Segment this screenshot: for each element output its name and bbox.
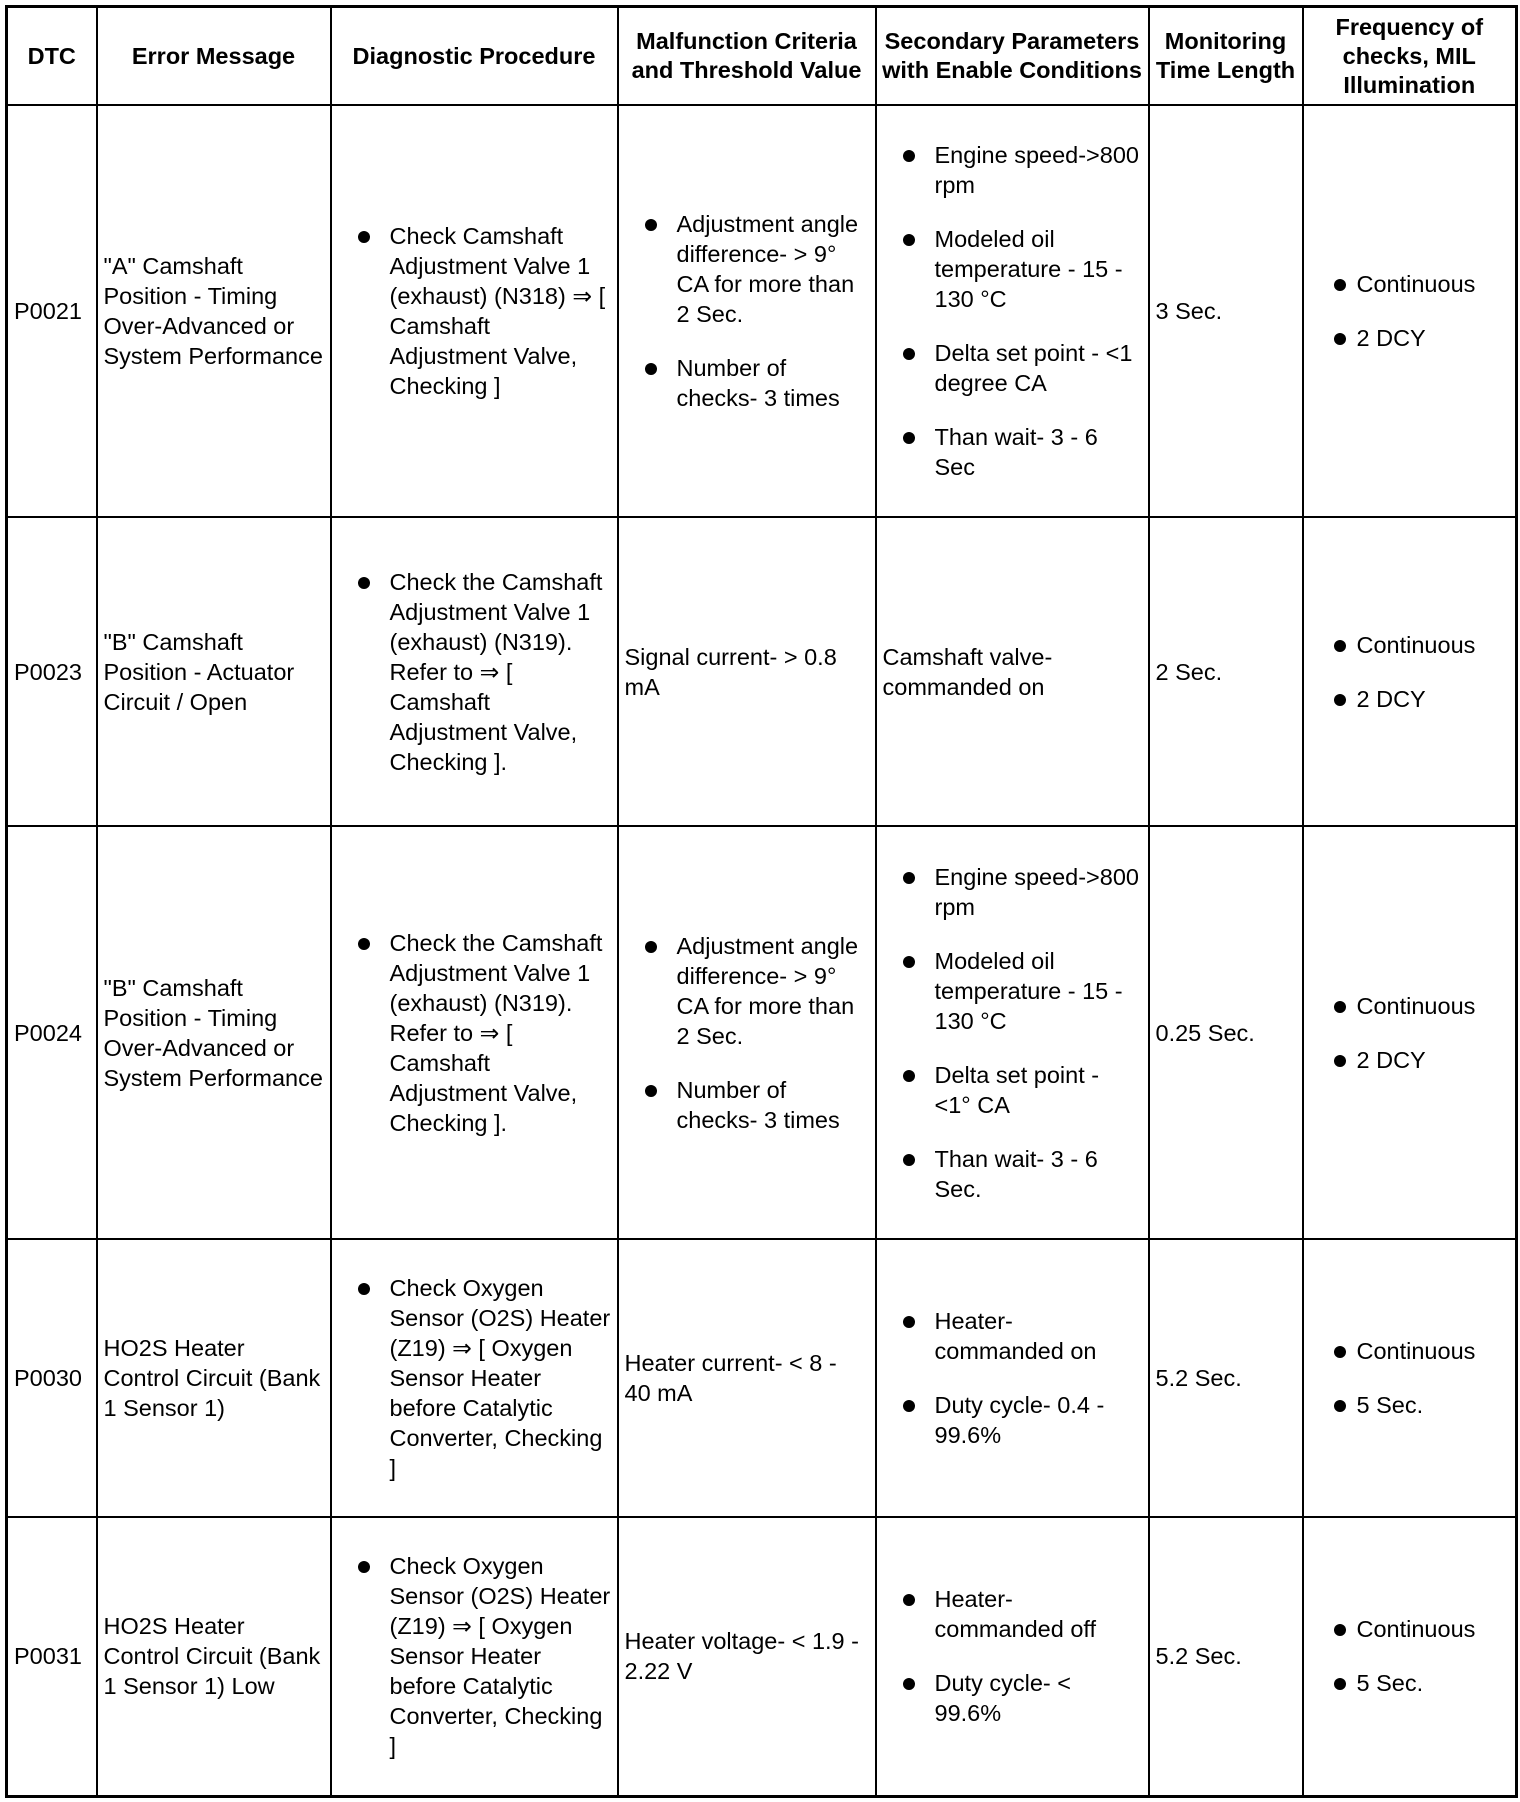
secondary-parameters xyxy=(876,105,1149,517)
bullet-icon xyxy=(1334,640,1346,652)
bullet-text: Continuous xyxy=(1356,271,1476,297)
secondary-parameters xyxy=(876,1239,1149,1517)
bullet-item xyxy=(883,422,1142,482)
malfunction-criteria: Heater voltage- < 1.9 - 2.22 V xyxy=(618,1517,876,1796)
bullet-item xyxy=(883,946,1142,1036)
table-row xyxy=(7,1517,1517,1796)
bullet-icon xyxy=(645,363,657,375)
frequency-checks xyxy=(1303,1517,1517,1796)
bullet-item xyxy=(883,224,1142,314)
bullet-text: Continuous xyxy=(1356,1616,1476,1643)
bullet-icon xyxy=(1334,694,1346,706)
bullet-text: Engine speed->800 rpm xyxy=(934,142,1139,198)
bullet-text: Than wait- 3 - 6 Sec xyxy=(934,424,1098,480)
bullet-text: Adjustment angle difference- > 9° CA for more than 2 Sec. xyxy=(676,932,859,1049)
bullet-list xyxy=(338,567,611,777)
bullet-text: Heater- commanded on xyxy=(934,1308,1097,1364)
bullet-icon xyxy=(903,1678,915,1690)
malfunction-criteria: Heater current- < 8 - 40 mA xyxy=(618,1239,876,1517)
malfunction-criteria xyxy=(618,826,876,1239)
bullet-text: Adjustment angle difference- > 9° CA for more than 2 Sec. xyxy=(676,211,859,327)
monitoring-time: 0.25 Sec. xyxy=(1149,826,1303,1239)
malfunction-criteria: Signal current- > 0.8 mA xyxy=(618,517,876,826)
table-row xyxy=(7,105,1517,517)
bullet-item xyxy=(338,1551,611,1761)
bullet-item xyxy=(883,1144,1142,1204)
secondary-parameters: Camshaft valve- commanded on xyxy=(876,517,1149,826)
bullet-item xyxy=(625,209,869,329)
header-malfunction-criteria: Malfunction Criteria and Threshold Value xyxy=(618,7,876,106)
frequency-checks xyxy=(1303,826,1517,1239)
bullet-item xyxy=(883,862,1142,922)
bullet-icon xyxy=(1334,1624,1346,1636)
bullet-icon xyxy=(1334,1001,1346,1013)
secondary-parameters xyxy=(876,826,1149,1239)
dtc-table xyxy=(5,5,1518,1798)
bullet-icon xyxy=(358,1283,370,1295)
bullet-list xyxy=(1310,1336,1510,1420)
dtc-code: P0023 xyxy=(7,517,97,826)
bullet-text: Than wait- 3 - 6 Sec. xyxy=(934,1145,1098,1202)
bullet-text: Continuous xyxy=(1356,1338,1476,1364)
header-dtc: DTC xyxy=(7,7,97,106)
bullet-icon xyxy=(645,1085,657,1097)
bullet-icon xyxy=(1334,279,1346,291)
bullet-item xyxy=(883,1668,1142,1728)
error-message: "B" Camshaft Position - Timing Over-Advanced or System Performance xyxy=(97,826,331,1239)
bullet-item xyxy=(1310,269,1510,299)
table-row xyxy=(7,826,1517,1239)
dtc-code: P0021 xyxy=(7,105,97,517)
bullet-text: 5 Sec. xyxy=(1356,1392,1424,1418)
header-diagnostic-procedure: Diagnostic Procedure xyxy=(331,7,618,106)
bullet-icon xyxy=(903,1594,915,1606)
bullet-text: Duty cycle- 0.4 - 99.6% xyxy=(934,1392,1105,1448)
monitoring-time: 3 Sec. xyxy=(1149,105,1303,517)
bullet-item xyxy=(338,1273,611,1483)
bullet-icon xyxy=(903,956,915,968)
bullet-text: Check Oxygen Sensor (O2S) Heater (Z19) ⇒ [ Oxygen Sensor Heater before Catalytic Converter, Checking ] xyxy=(389,1553,611,1760)
error-message: HO2S Heater Control Circuit (Bank 1 Sensor 1) Low xyxy=(97,1517,331,1796)
bullet-icon xyxy=(645,219,657,231)
bullet-text: Duty cycle- < 99.6% xyxy=(934,1670,1071,1727)
header-frequency: Frequency of checks, MIL Illumination xyxy=(1303,7,1517,106)
bullet-item xyxy=(883,1306,1142,1366)
bullet-text: Check Camshaft Adjustment Valve 1 (exhaust) (N318) ⇒ [ Camshaft Adjustment Valve, Checking ] xyxy=(389,223,606,399)
bullet-item xyxy=(1310,991,1510,1021)
bullet-list xyxy=(883,1306,1142,1450)
bullet-item xyxy=(883,1390,1142,1450)
bullet-item xyxy=(1310,684,1510,714)
bullet-icon xyxy=(358,577,370,589)
bullet-list xyxy=(1310,630,1510,714)
bullet-list xyxy=(1310,1614,1510,1698)
bullet-list xyxy=(883,140,1142,482)
bullet-text: Heater- commanded off xyxy=(934,1586,1097,1643)
header-error-message: Error Message xyxy=(97,7,331,106)
bullet-item xyxy=(1310,1045,1510,1075)
monitoring-time: 5.2 Sec. xyxy=(1149,1239,1303,1517)
bullet-icon xyxy=(1334,333,1346,345)
bullet-text: Number of checks- 3 times xyxy=(676,1076,840,1133)
bullet-icon xyxy=(903,1070,915,1082)
bullet-text: Delta set point - <1 degree CA xyxy=(934,340,1133,396)
header-row xyxy=(7,7,1517,106)
bullet-text: Check the Camshaft Adjustment Valve 1 (exhaust) (N319). Refer to ⇒ [ Camshaft Adjustment Valve, Checking ]. xyxy=(389,568,603,775)
diagnostic-procedure xyxy=(331,105,618,517)
error-message: "B" Camshaft Position - Actuator Circuit / Open xyxy=(97,517,331,826)
bullet-list xyxy=(1310,269,1510,353)
bullet-text: 5 Sec. xyxy=(1356,1670,1424,1697)
bullet-icon xyxy=(903,150,915,162)
bullet-item xyxy=(338,221,611,401)
bullet-item xyxy=(883,338,1142,398)
dtc-code: P0030 xyxy=(7,1239,97,1517)
bullet-text: Modeled oil temperature - 15 - 130 °C xyxy=(934,947,1123,1034)
bullet-list xyxy=(625,931,869,1135)
frequency-checks xyxy=(1303,105,1517,517)
bullet-list xyxy=(338,1273,611,1483)
bullet-text: Number of checks- 3 times xyxy=(676,355,840,411)
bullet-text: Check the Camshaft Adjustment Valve 1 (exhaust) (N319). Refer to ⇒ [ Camshaft Adjustment Valve, Checking ]. xyxy=(389,929,603,1136)
bullet-list xyxy=(883,862,1142,1204)
malfunction-criteria xyxy=(618,105,876,517)
bullet-icon xyxy=(903,1400,915,1412)
bullet-item xyxy=(1310,1668,1510,1698)
dtc-code: P0024 xyxy=(7,826,97,1239)
frequency-checks xyxy=(1303,1239,1517,1517)
secondary-parameters xyxy=(876,1517,1149,1796)
bullet-icon xyxy=(1334,1346,1346,1358)
bullet-text: Continuous xyxy=(1356,992,1476,1019)
bullet-icon xyxy=(1334,1055,1346,1067)
bullet-text: Continuous xyxy=(1356,631,1476,658)
error-message: HO2S Heater Control Circuit (Bank 1 Sensor 1) xyxy=(97,1239,331,1517)
diagnostic-procedure xyxy=(331,517,618,826)
bullet-list xyxy=(625,209,869,413)
bullet-item xyxy=(883,1584,1142,1644)
monitoring-time: 5.2 Sec. xyxy=(1149,1517,1303,1796)
bullet-item xyxy=(1310,1390,1510,1420)
table-row xyxy=(7,517,1517,826)
dtc-code: P0031 xyxy=(7,1517,97,1796)
diagnostic-procedure xyxy=(331,1517,618,1796)
frequency-checks xyxy=(1303,517,1517,826)
bullet-text: Modeled oil temperature - 15 - 130 °C xyxy=(934,226,1123,312)
bullet-icon xyxy=(358,938,370,950)
bullet-item xyxy=(338,567,611,777)
bullet-text: Engine speed->800 rpm xyxy=(934,863,1139,920)
bullet-item xyxy=(1310,1336,1510,1366)
bullet-icon xyxy=(903,432,915,444)
bullet-icon xyxy=(358,231,370,243)
monitoring-time: 2 Sec. xyxy=(1149,517,1303,826)
diagnostic-procedure xyxy=(331,1239,618,1517)
error-message: "A" Camshaft Position - Timing Over-Advanced or System Performance xyxy=(97,105,331,517)
bullet-item xyxy=(625,353,869,413)
bullet-icon xyxy=(645,941,657,953)
bullet-list xyxy=(883,1584,1142,1728)
bullet-icon xyxy=(1334,1400,1346,1412)
bullet-icon xyxy=(358,1561,370,1573)
bullet-text: 2 DCY xyxy=(1356,685,1426,712)
bullet-text: Delta set point - <1° CA xyxy=(934,1061,1100,1118)
bullet-list xyxy=(338,928,611,1138)
header-secondary-parameters: Secondary Parameters with Enable Conditions xyxy=(876,7,1149,106)
bullet-icon xyxy=(903,872,915,884)
bullet-list xyxy=(338,1551,611,1761)
bullet-text: 2 DCY xyxy=(1356,325,1426,351)
bullet-item xyxy=(625,1075,869,1135)
bullet-icon xyxy=(903,1316,915,1328)
bullet-item xyxy=(883,1060,1142,1120)
bullet-item xyxy=(338,928,611,1138)
bullet-icon xyxy=(903,1154,915,1166)
diagnostic-procedure xyxy=(331,826,618,1239)
bullet-text: Check Oxygen Sensor (O2S) Heater (Z19) ⇒ [ Oxygen Sensor Heater before Catalytic Converter, Checking ] xyxy=(389,1275,611,1481)
bullet-icon xyxy=(1334,1678,1346,1690)
table-row xyxy=(7,1239,1517,1517)
bullet-list xyxy=(1310,991,1510,1075)
bullet-icon xyxy=(903,348,915,360)
bullet-item xyxy=(1310,323,1510,353)
bullet-text: 2 DCY xyxy=(1356,1046,1426,1073)
bullet-item xyxy=(883,140,1142,200)
bullet-item xyxy=(1310,1614,1510,1644)
bullet-icon xyxy=(903,234,915,246)
bullet-item xyxy=(1310,630,1510,660)
header-monitoring-time: Monitoring Time Length xyxy=(1149,7,1303,106)
bullet-item xyxy=(625,931,869,1051)
bullet-list xyxy=(338,221,611,401)
